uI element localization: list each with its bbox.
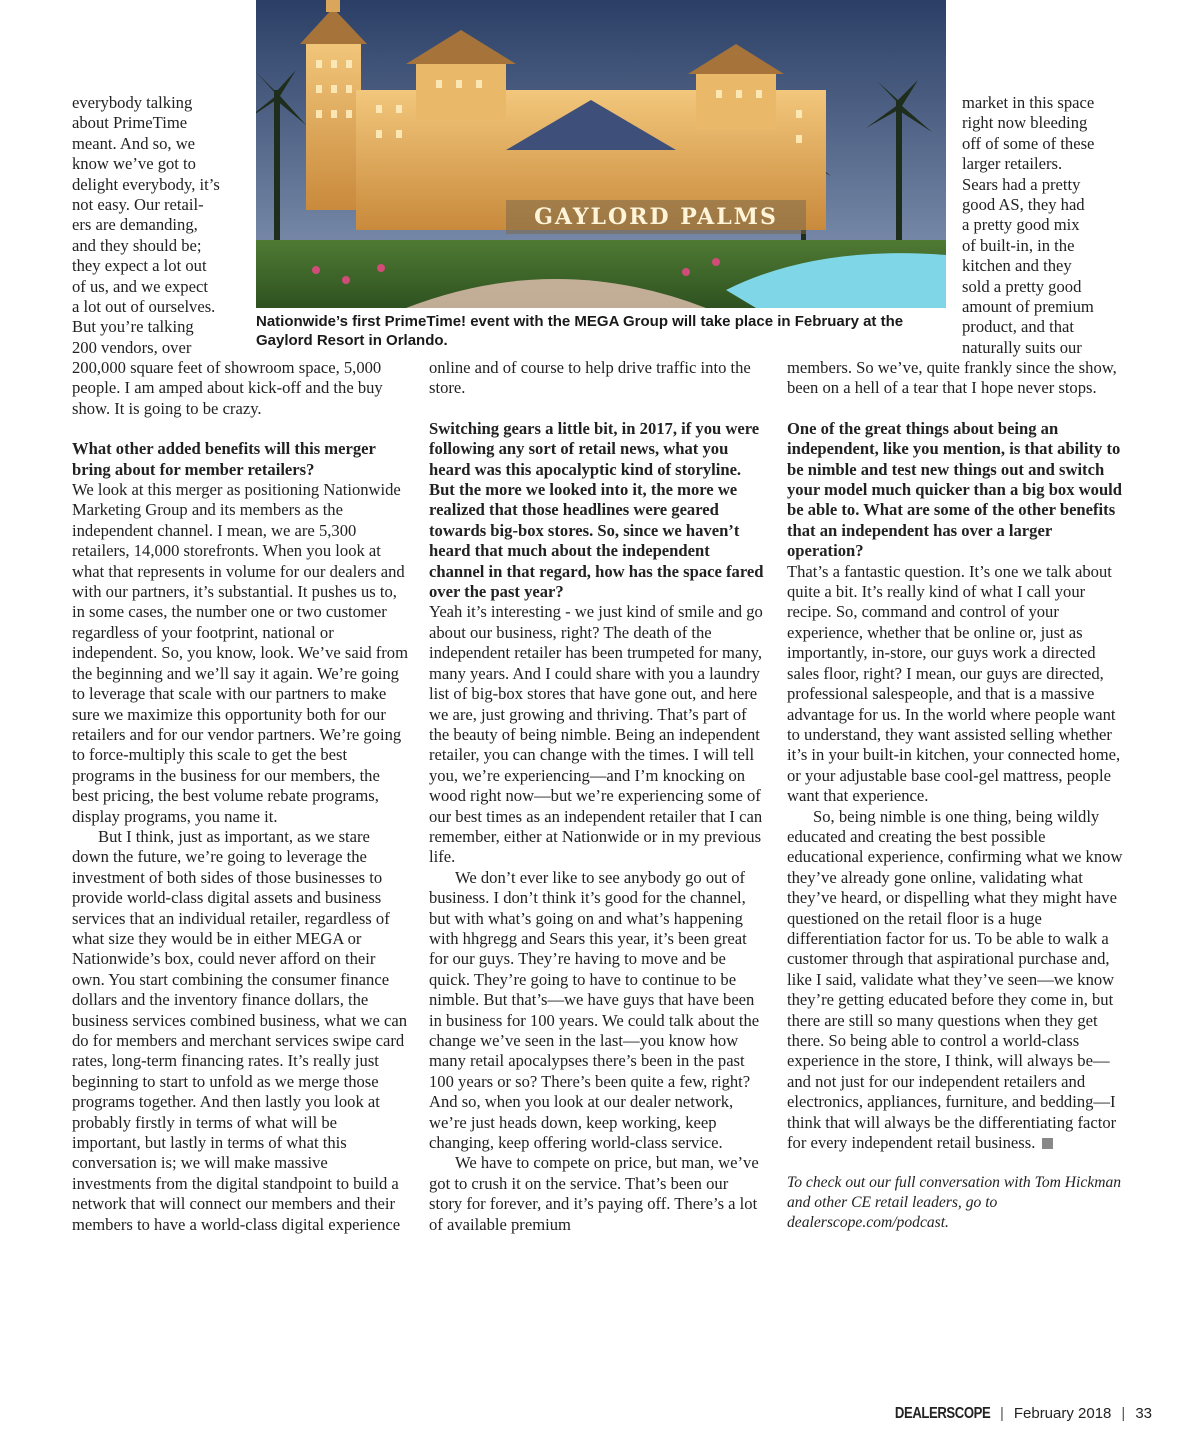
text-line: larger retailers.: [962, 154, 1063, 174]
photo-caption: Nationwide’s first PrimeTime! event with the MEGA Group will take place in February at the Gaylord Resort in Orlando.: [256, 313, 904, 349]
issue-date: February 2018: [1013, 1405, 1112, 1422]
text-line: But you’re talking: [72, 317, 194, 337]
paragraph: 200,000 square feet of showroom space, 5,000 people. I am amped about kick-off and the buy show. It is going to be crazy.: [72, 358, 383, 418]
right-column-top: [962, 93, 1142, 358]
interview-question: Switching gears a little bit, in 2017, if you were following any sort of retail news, what you heard was this apocalyptic kind of storyline. But the more we looked into it, the more we realized that those headlines were geared towards big-box stores. So, since we haven’t heard that much about the independent channel in that regard, how has the space fared over the past year?: [429, 418, 764, 602]
text-line: they expect a lot out: [72, 256, 207, 276]
text-line: of built-in, in the: [962, 235, 1075, 255]
paragraph: That’s a fantastic question. It’s one we talk about quite a bit. It’s really kind of what I call your recipe. So, command and control of your experience, whether that be online or, just as importantly, in-store, our guys work a directed sales floor, right? I mean, our guys are directed, professional salespeople, and that is a massive advantage for us. In the world where people want to understand, they want assisted selling whether it’s in your built-in kitchen, your connected home, or your adjustable base cool-gel mattress, people want that experience.: [787, 561, 1121, 806]
text-line: naturally suits our: [962, 337, 1082, 357]
text-line: sold a pretty good: [962, 276, 1082, 296]
text-line: delight everybody, it’s: [72, 174, 220, 194]
paragraph: But I think, just as important, as we stare down the future, we’re going to leverage the investment of both sides of those businesses to provide world-class digital assets and business services that an individual retailer, regardless of what size they would be in either MEGA or Nationwide’s box, could never afford on their own. You start combining the consumer finance dollars and the inventory finance dollars, the business services combined business, what we can do for members and merchant services swipe card rates, long-term financing rates. It’s really just beginning to start to unfold as we merge those programs together. And then lastly you look at probably firstly in terms of what will be important, but lastly in terms of what this conversation is; we will make massive investments from the digital standpoint to build a network that will connect our members and their members to have a world-class digital experience: [72, 826, 408, 1234]
text-line: everybody talking: [72, 93, 193, 112]
end-of-article-mark: [1042, 1138, 1053, 1149]
text-line: Sears had a pretty: [962, 174, 1081, 194]
text-line: amount of premium: [962, 297, 1094, 317]
text-line: kitchen and they: [962, 256, 1072, 276]
footer-separator: |: [999, 1405, 1004, 1422]
text-line: 200 vendors, over: [72, 337, 192, 357]
text-line: off of some of these: [962, 133, 1095, 153]
paragraph: members. So we’ve, quite frankly since the show, been on a hell of a tear that I hope never stops.: [787, 358, 1117, 398]
page-footer: [874, 1405, 1152, 1423]
podcast-note: To check out our full conversation with Tom Hickman and other CE retail leaders, go to dealerscope.com/podcast.: [787, 1174, 1122, 1232]
text-line: know we’ve got to: [72, 154, 196, 174]
text-line: meant. And so, we: [72, 133, 196, 153]
middle-column: [429, 358, 765, 1235]
interview-question: One of the great things about being an independent, like you mention, is that ability to be nimble and test new things out and switch your model much quicker than a big box would be able to. What are some of the other benefits that an independent has over a larger operation?: [787, 418, 1123, 561]
text-line: not easy. Our retail-: [72, 195, 204, 215]
right-column: [787, 358, 1123, 1233]
resort-photo: [256, 0, 946, 308]
text-line: ers are demanding,: [72, 215, 198, 235]
text-line: good AS, they had: [962, 195, 1085, 215]
publication-logo: DEALERSCOPE: [894, 1405, 990, 1422]
sign-text: GAYLORD PALMS: [534, 204, 778, 230]
text-line: and they should be;: [72, 235, 202, 255]
text-line: product, and that: [962, 317, 1074, 337]
paragraph: online and of course to help drive traffic into the store.: [429, 358, 751, 398]
left-column-top: [72, 93, 254, 358]
gaylord-palms-illustration: [256, 0, 946, 308]
text-line: market in this space: [962, 93, 1095, 112]
paragraph: We look at this merger as positioning Nationwide Marketing Group and its members as the independent channel. I mean, we are 5,300 retailers, 14,000 storefronts. When you look at what that represents in volume for our dealers and with our partners, it’s substantial. It pushes us to, in some cases, the number one or two customer regardless of your footprint, national or independent. So, you know, look. We’ve said from the beginning and we’ll say it again. We’re going to leverage that scale with our partners to make sure we maximize this opportunity both for our retailers and for our vendor partners. We’re going to force-multiply this scale to get the best programs in the business for our members, the best pricing, the best volume rebate programs, display programs, you name it.: [72, 480, 409, 826]
paragraph: Yeah it’s interesting - we just kind of smile and go about our business, right? The death of the independent retailer has been trumpeted for many, many years. And I could share with you a laundry list of big-box stores that have gone out, and here we are, just growing and thriving. That’s part of the beauty of being nimble. Being an independent retailer, you can change with the times. I will tell you, we’re experiencing—and I’m knocking on wood right now—but we’re experiencing some of our best times as an independent retailer that I can remember, either at Nationwide or in my previous life.: [429, 602, 763, 867]
paragraph: We don’t ever like to see anybody go out of business. I don’t think it’s good for the channel, but with what’s going on and what’s happening with hhgregg and Sears this year, it’s been great for our guys. They’re having to move and be quick. They’re going to have to continue to be nimble. But that’s—we have guys that have been in business for 100 years. We could talk about the change we’ve seen in the last—you know how many retail apocalypses there’s been in the past 100 years or so? There’s been quite a few, right? And so, when you look at our dealer network, we’re just heads down, keep working, keep changing, keep offering world-class service.: [429, 867, 760, 1153]
paragraph: [787, 807, 1123, 1154]
left-column: [72, 358, 408, 1235]
paragraph: We have to compete on price, but man, we’ve got to crush it on the service. That’s been our story for forever, and it’s paying off. There’s a lot of available premium: [429, 1153, 759, 1234]
page-number: 33: [1135, 1405, 1152, 1422]
text-line: a lot out of ourselves.: [72, 297, 216, 317]
text-line: of us, and we expect: [72, 276, 208, 296]
text-line: about PrimeTime: [72, 113, 188, 133]
interview-question: What other added benefits will this merger bring about for member retailers?: [72, 439, 376, 479]
footer-separator: |: [1121, 1405, 1126, 1422]
text-line: a pretty good mix: [962, 215, 1080, 235]
closing-paragraph-text: So, being nimble is one thing, being wildly educated and creating the best possible educational experience, confirming what we know they’ve already gone online, validating what they’ve heard, or dispelling what they might have questioned on the retail floor is a huge differentiation factor for us. To be able to walk a customer through that aspirational purchase and, like I said, validate what they’ve seen—we know they’re getting educated before they come in, but there are still so many questions when they get there. So being able to control a world-class experience in the store, I think, will always be—and not just for our independent retailers and electronics, appliances, furniture, and bedding—I think that will always be the differentiating factor for every independent retail business.: [787, 806, 1123, 1153]
text-line: right now bleeding: [962, 113, 1088, 133]
